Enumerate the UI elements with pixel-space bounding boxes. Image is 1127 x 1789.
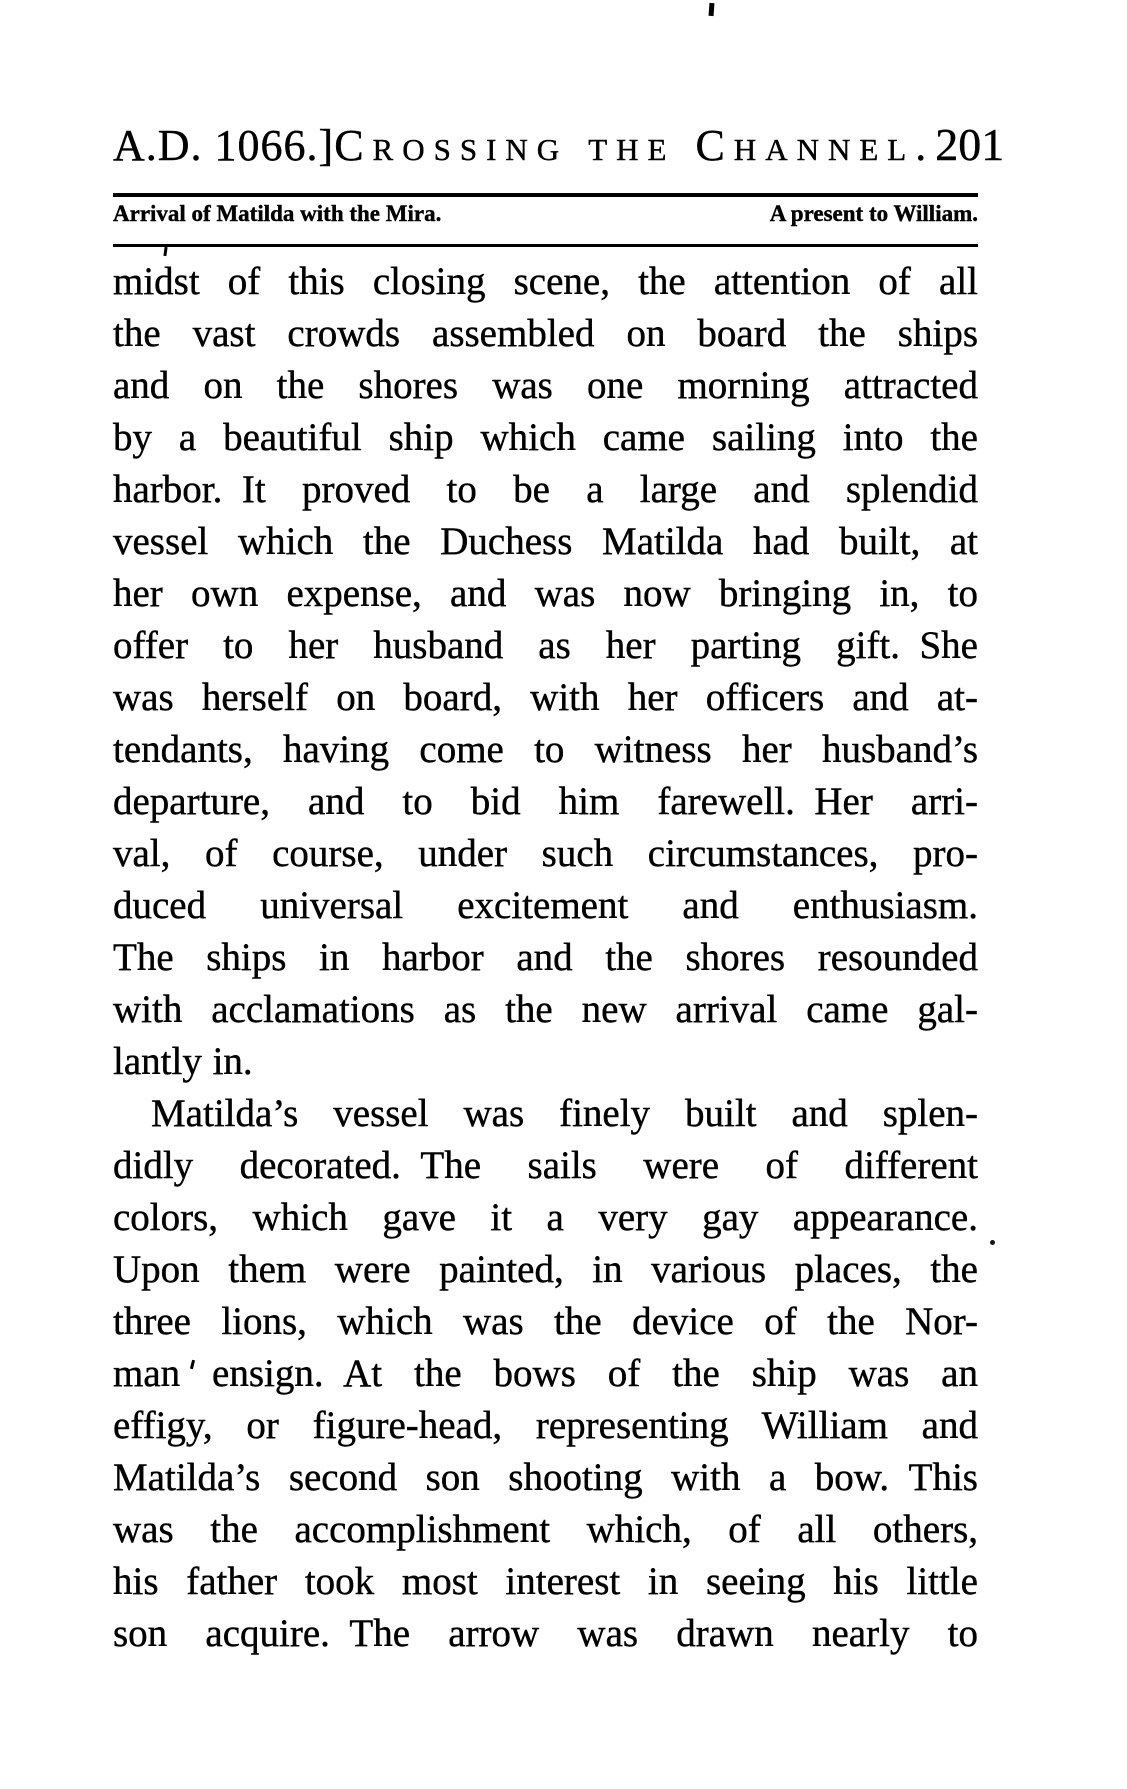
text-line: vessel which the Duchess Matilda had built, at: [113, 520, 978, 563]
column-head-left: Arrival of Matilda with the Mira.: [113, 201, 442, 226]
running-header-title: Crossing the Channel.: [334, 121, 936, 170]
body-text: [113, 256, 978, 1660]
scan-artifact-stray-dot: [990, 1240, 995, 1245]
text-line: colors, which gave it a very gay appearance.: [113, 1196, 978, 1239]
text-line: harbor. It proved to be a large and splendid: [113, 468, 978, 511]
text-line: midst of this closing scene, the attention of all: [113, 260, 978, 303]
text-line: with acclamations as the new arrival came gal-: [113, 988, 978, 1031]
text-line: duced universal excitement and enthusiasm.: [113, 884, 978, 927]
text-line: offer to her husband as her parting gift. She: [113, 624, 978, 667]
text-line: three lions, which was the device of the Nor-: [113, 1300, 978, 1343]
column-head-right: A present to William.: [769, 201, 978, 226]
running-header: [113, 118, 1005, 171]
text-line: Upon them were painted, in various places, the: [113, 1248, 978, 1291]
text-line: val, of course, under such circumstances, pro-: [113, 832, 978, 875]
subheader-rule: [113, 244, 978, 247]
text-line: Matilda’s second son shooting with a bow. This: [113, 1456, 978, 1499]
text-line: his father took most interest in seeing his little: [113, 1560, 978, 1603]
page-number: 201: [935, 119, 1005, 170]
text-line: tendants, having come to witness her husband’s: [113, 728, 978, 771]
text-line: departure, and to bid him farewell. Her arri-: [113, 780, 978, 823]
text-line: lantly in.: [113, 1040, 253, 1083]
text-line: The ships in harbor and the shores resounded: [113, 936, 978, 979]
text-line: was herself on board, with her officers and at-: [113, 676, 978, 719]
text-line: her own expense, and was now bringing in, to: [113, 572, 978, 615]
text-line: son acquire. The arrow was drawn nearly to: [113, 1612, 978, 1655]
text-line: by a beautiful ship which came sailing into the: [113, 416, 978, 459]
text-line: effigy, or figure-head, representing William and: [113, 1404, 978, 1447]
text-line: Matilda’s vessel was finely built and splen-: [151, 1092, 978, 1135]
text-line: didly decorated. The sails were of different: [113, 1144, 978, 1187]
text-line: and on the shores was one morning attracted: [113, 364, 978, 407]
scan-artifact-rule-tick: [163, 247, 167, 256]
text-line: man ensign. At the bows of the ship was an: [113, 1352, 978, 1395]
header-rule: [113, 193, 978, 197]
running-header-date: A.D. 1066.]: [113, 121, 335, 170]
text-line: was the accomplishment which, of all others,: [113, 1508, 978, 1551]
text-line: the vast crowds assembled on board the ships: [113, 312, 978, 355]
scan-artifact-top-tick: [709, 3, 715, 16]
column-heads: [113, 201, 978, 227]
